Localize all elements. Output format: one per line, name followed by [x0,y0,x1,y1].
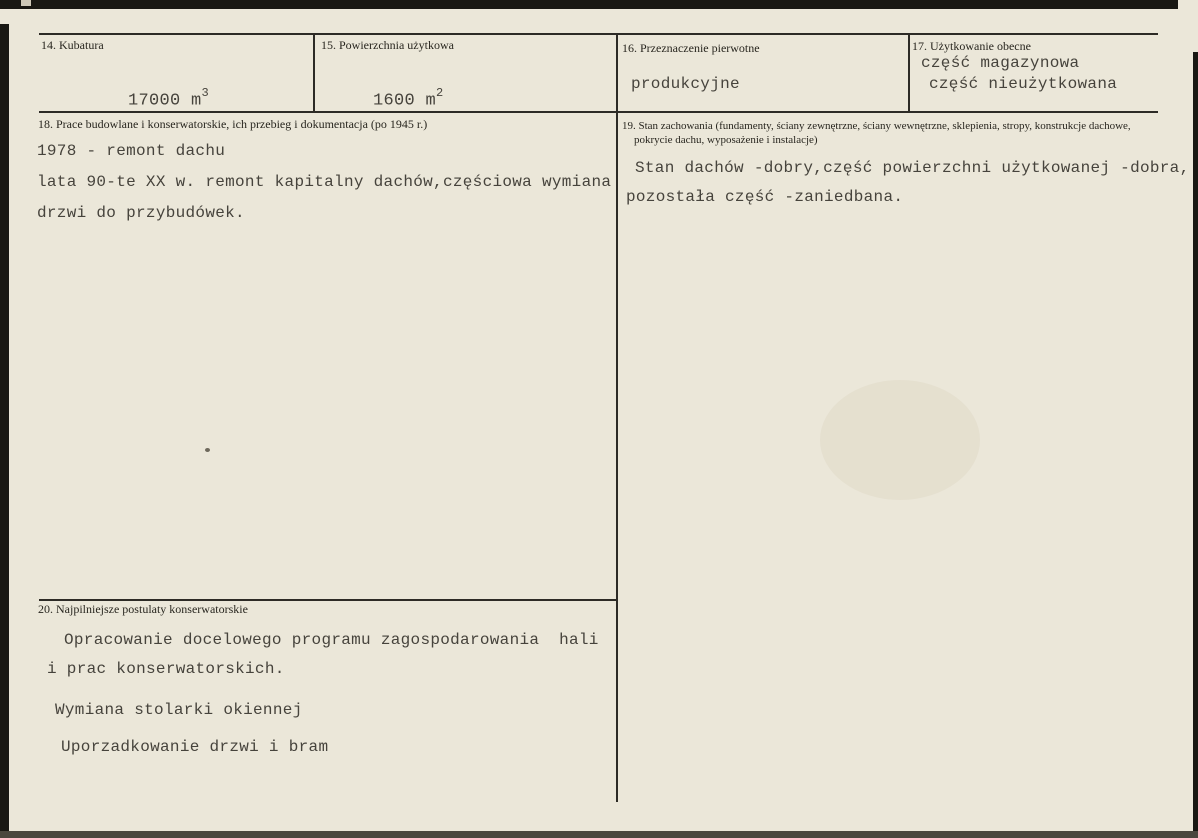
scan-edge-bottom [0,831,1198,838]
field-14-label: 14. Kubatura [41,38,104,52]
table-top-rule [39,33,1158,35]
field-19-label-line1: 19. Stan zachowania (fundamenty, ściany zewnętrzne, ściany wewnętrzne, sklepienia, stropy, konstrukcje dachowe, [622,120,1131,132]
field-14-value [107,65,209,112]
field-19-value-line1: Stan dachów -dobry,część powierzchni użytkowanej -dobra, [635,159,1190,177]
divider-14-15 [313,33,315,113]
field-15-exponent: 2 [436,86,444,100]
field-20-value-line4: Uporzadkowanie drzwi i bram [61,738,329,756]
ink-speck [205,448,210,452]
field-14-value-text: 17000 m [128,91,202,111]
field-18-value-line3: drzwi do przybudówek. [37,204,245,222]
field-17-value-line1: część magazynowa [921,54,1080,72]
field-14-exponent: 3 [201,86,209,100]
field-20-label: 20. Najpilniejsze postulaty konserwatorskie [38,602,248,616]
paper-stain [820,380,980,500]
divider-16-17 [908,33,910,113]
field-15-label: 15. Powierzchnia użytkowa [321,38,454,52]
field-20-value-line2: i prac konserwatorskich. [47,660,285,678]
field-17-label: 17. Użytkowanie obecne [912,39,1031,53]
field-16-label: 16. Przeznaczenie pierwotne [622,41,760,55]
scan-edge-top [0,0,1178,9]
field-18-label: 18. Prace budowlane i konserwatorskie, ich przebieg i dokumentacja (po 1945 r.) [38,117,428,131]
scan-edge-right [1193,52,1198,838]
scan-edge-left [0,24,9,838]
field-17-value-line2: część nieużytkowana [929,75,1118,93]
field-19-label-line2: pokrycie dachu, wyposażenie i instalacje) [634,134,818,146]
center-column-divider [616,33,618,802]
field-20-value-line3: Wymiana stolarki okiennej [55,701,303,719]
field18-field20-divider-rule [39,599,618,601]
scan-edge-top-notch [21,0,31,6]
field-15-value-text: 1600 m [373,91,437,111]
field-19-value-line2: pozostała część -zaniedbana. [626,188,904,206]
field-16-value: produkcyjne [631,75,740,93]
field-15-value [352,65,443,112]
field-20-value-line1: Opracowanie docelowego programu zagospodarowania hali [64,631,599,649]
field-18-value-line1: 1978 - remont dachu [37,142,226,160]
field-18-value-line2: lata 90-te XX w. remont kapitalny dachów,częściowa wymiana [37,173,612,191]
